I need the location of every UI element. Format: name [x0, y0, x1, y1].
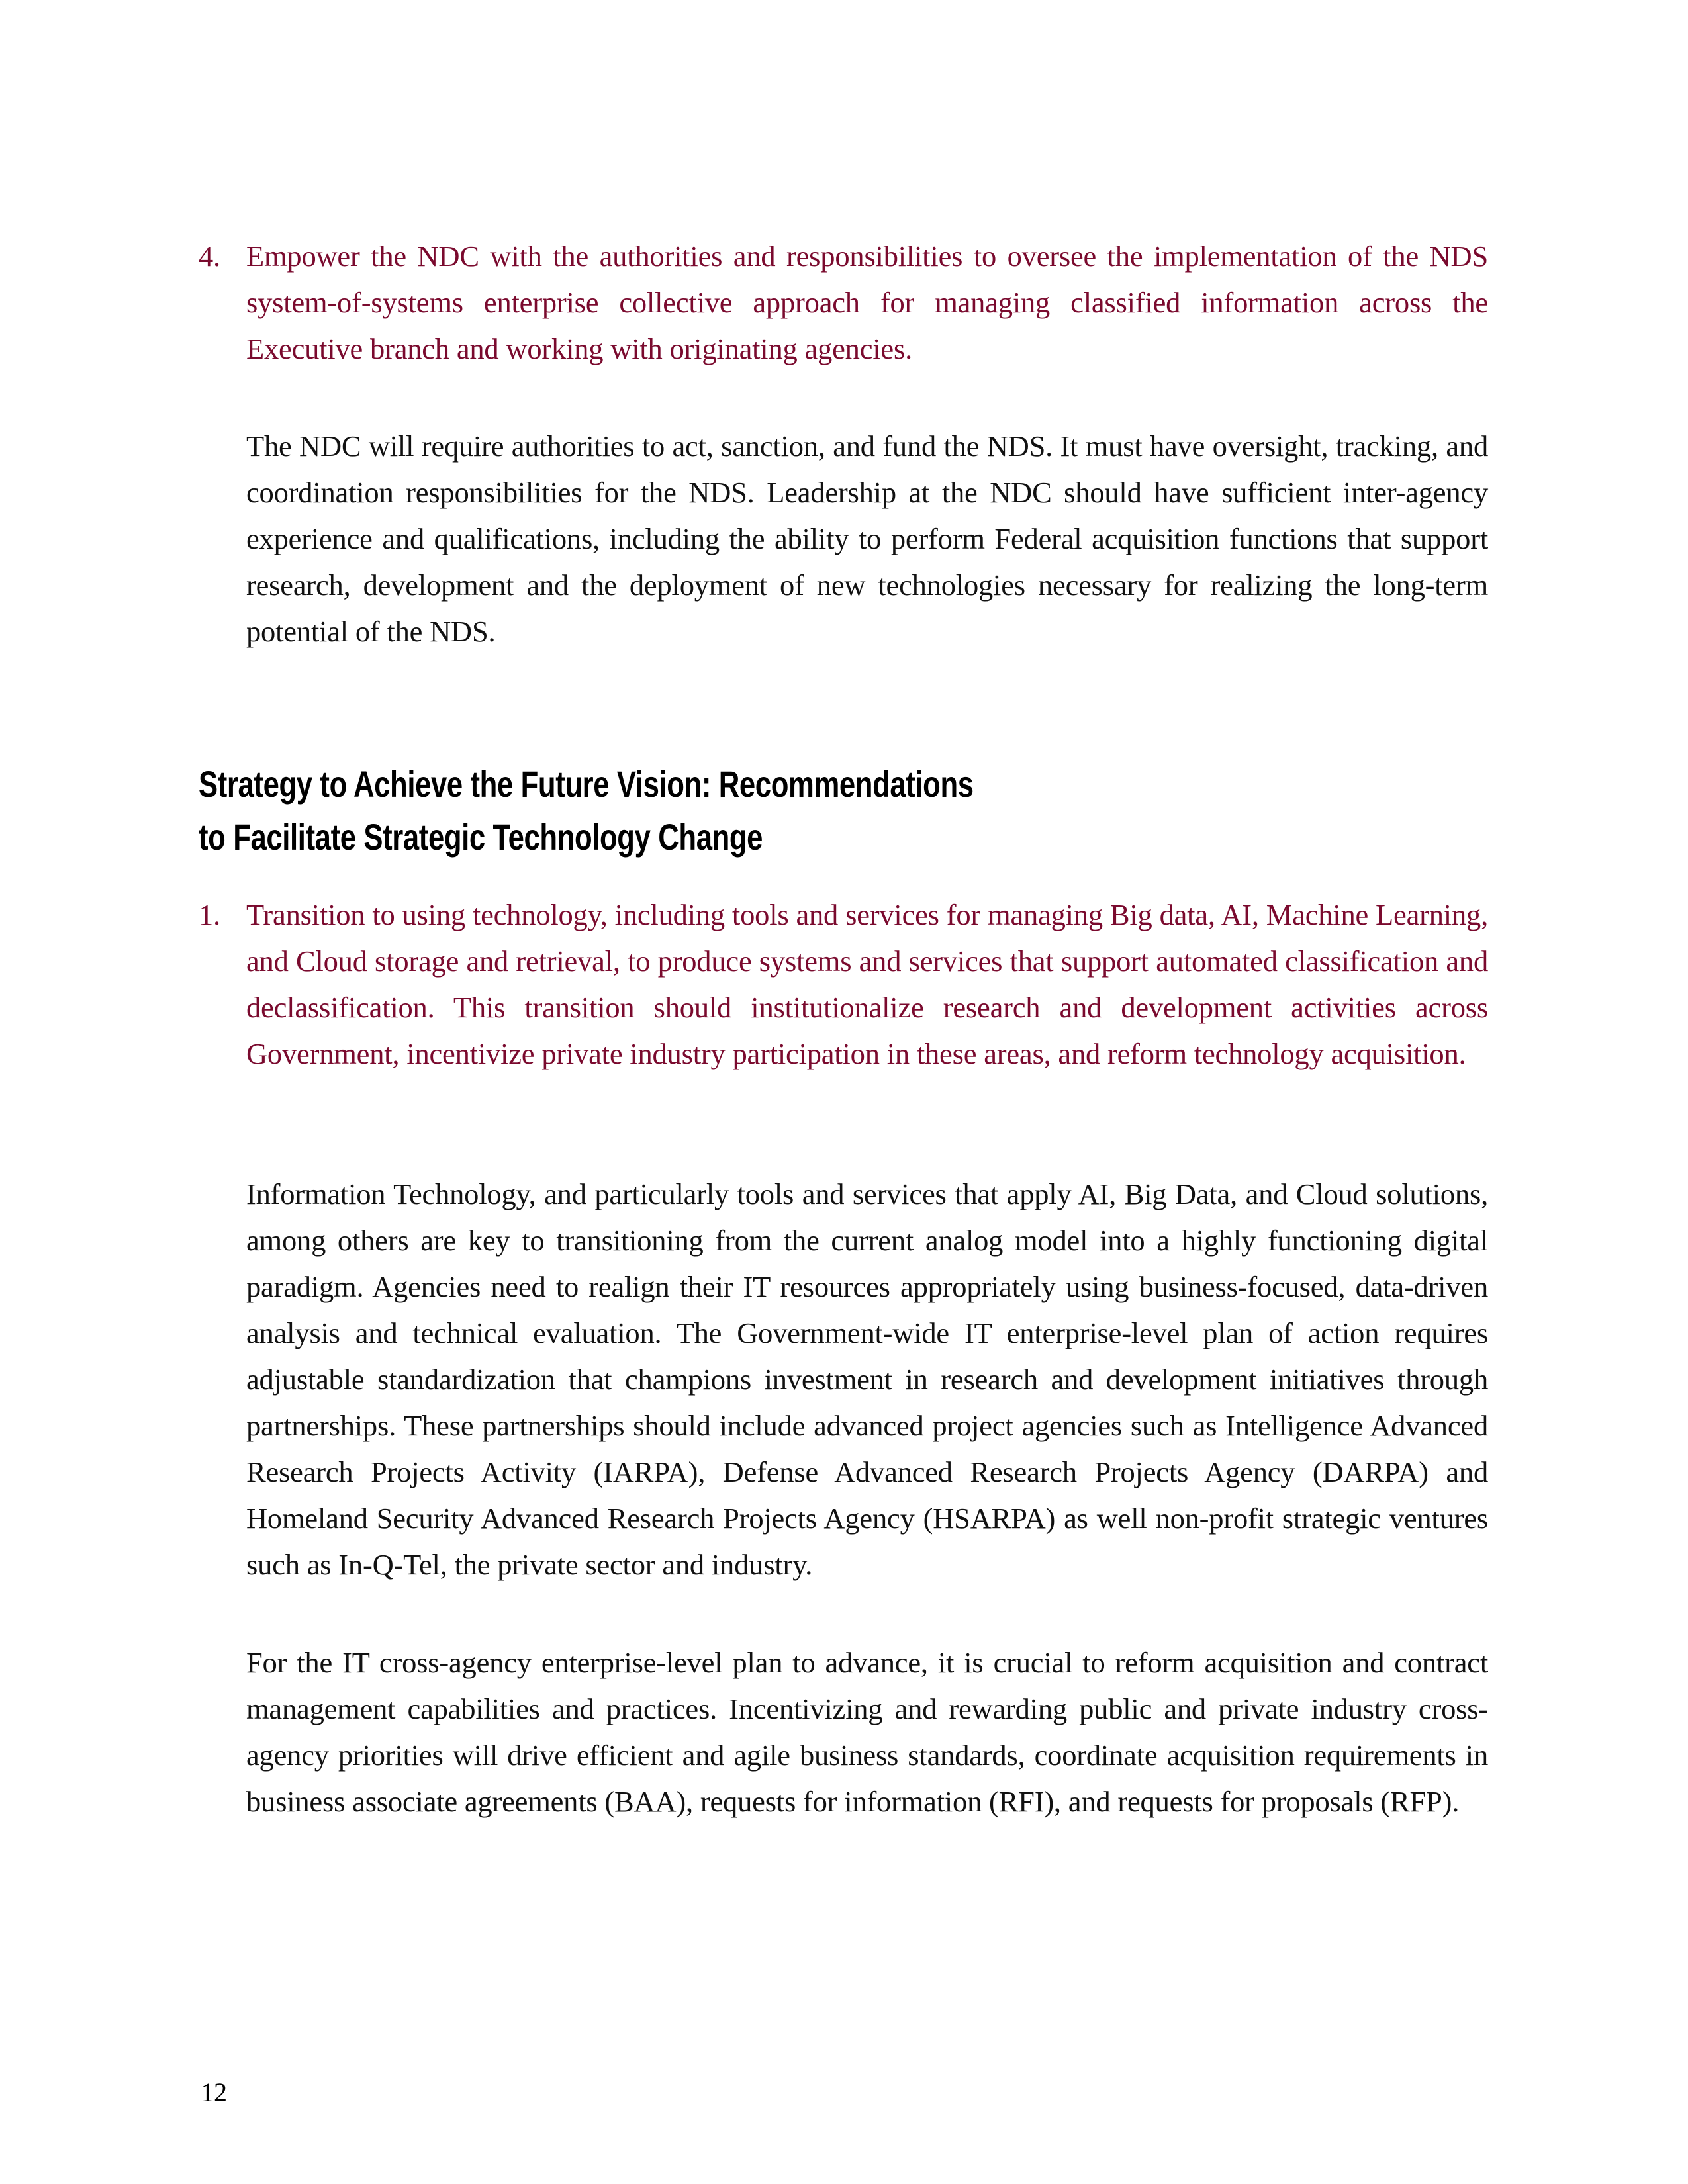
body-paragraph-ndc-authorities: The NDC will require authorities to act, sanction, and fund the NDS. It must have oversight, tracking, and coordination responsibilities for the NDS. Leadership at the NDC should have sufficient inter-agency experience and qualifications, including the ability to perform Federal acquisition functions that support research, development and the deployment of new technologies necessary for realizing the long-term potential of the NDS.	[246, 430, 1488, 648]
body-paragraph-acquisition-reform: For the IT cross-agency enterprise-level plan to advance, it is crucial to reform acquisition and contract management capabilities and practices. Incentivizing and rewarding public and private industry cross-agency priorities will drive efficient and agile business standards, coordinate acquisition requirements in business associate agreements (BAA), requests for information (RFI), and requests for proposals (RFP).	[246, 1646, 1488, 1818]
list-number: 4.	[199, 240, 220, 273]
section-heading	[199, 758, 1025, 864]
list-number: 1.	[199, 898, 220, 931]
recommendation-item-4	[199, 233, 1488, 372]
page-number: 12	[201, 2077, 227, 2107]
body-paragraph-information-technology: Information Technology, and particularly tools and services that apply AI, Big Data, and Cloud solutions, among others are key to transitioning from the current analog model into a highly functioning digital paradigm. Agencies need to realign their IT resources appropriately using business-focused, data-driven analysis and technical evaluation. The Government-wide IT enterprise-level plan of action requires adjustable standardization that champions investment in research and development initiatives through partnerships. These partnerships should include advanced project agencies such as Intelligence Advanced Research Projects Activity (IARPA), Defense Advanced Research Projects Agency (DARPA) and Homeland Security Advanced Research Projects Agency (HSARPA) as well non-profit strategic ventures such as In-Q-Tel, the private sector and industry.	[246, 1177, 1488, 1581]
section-heading-line-2: to Facilitate Strategic Technology Change	[199, 816, 763, 858]
recommendation-item-1	[199, 891, 1488, 1077]
section-heading-line-1: Strategy to Achieve the Future Vision: Recommendations	[199, 763, 974, 805]
recommendation-text: Transition to using technology, including tools and services for managing Big data, AI, Machine Learning, and Cloud storage and retrieval, to produce systems and services that support automated classification and declassification. This transition should institutionalize research and development activities across Government, incentivize private industry participation in these areas, and reform technology acquisition.	[246, 898, 1488, 1070]
recommendation-text: Empower the NDC with the authorities and responsibilities to oversee the implementation of the NDS system-of-systems enterprise collective approach for managing classified information across the Executive branch and working with originating agencies.	[246, 240, 1488, 365]
